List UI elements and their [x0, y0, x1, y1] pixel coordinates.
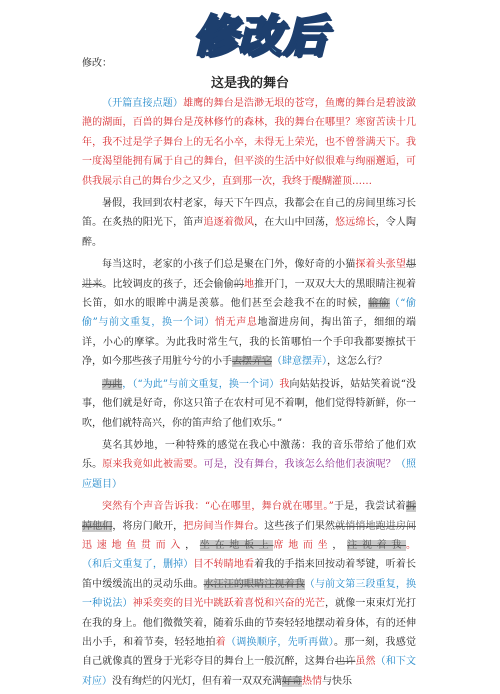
text-segment: 原来我竟如此被需要。 [102, 459, 204, 471]
text-segment: 好奇 [282, 675, 302, 687]
text-segment: 可是，没有舞台，我该怎么给他们表演呢？ [203, 459, 396, 471]
text-segment: 暑假，我回到农村老家，每天下午四点，我都会在自己的房间里练习长笛。在炙热的阳光下，笛声 [82, 198, 416, 229]
text-segment: 着 [215, 636, 226, 648]
text-segment: （和后文重复了，删掉） [82, 559, 194, 571]
text-segment: ，（“为此”与前文重复，换一个词） [122, 378, 280, 390]
text-segment: ， [332, 539, 348, 551]
paragraph [82, 436, 416, 494]
text-segment: ，在大山中回荡， [254, 217, 336, 229]
text-segment: 拆掉他们 [82, 501, 416, 532]
paragraph [82, 375, 416, 433]
text-segment: 水汪汪的眼睛注视着我 [203, 578, 305, 590]
text-segment: （调换顺序，先听再做） [225, 636, 335, 648]
text-segment: ，将房门敞开， [112, 520, 184, 532]
text-segment: 追逐着微风 [203, 217, 255, 229]
revision-label: 修改： [82, 58, 112, 69]
text-segment: 悠远绵长 [335, 217, 376, 229]
text-segment: 坐在地板上 [199, 539, 274, 551]
text-segment: 把房间当作舞台 [183, 520, 255, 532]
text-segment: 没有绚烂的闪光灯，但有着一双双充满 [112, 675, 282, 687]
text-segment: ， [185, 539, 200, 551]
text-segment: 去摆弄它 [232, 356, 272, 368]
text-segment: 。 [406, 539, 417, 551]
text-segment: 悄无声息 [215, 317, 258, 329]
essay-body [82, 94, 416, 694]
text-segment: ，令人陶醉。 [82, 217, 416, 248]
text-segment: 突然有个声音告诉我：“心在哪里，舞台就在哪里。” [102, 501, 334, 513]
text-segment: 雄鹰的舞台是浩渺无垠的苍穹，鱼鹰的舞台是碧波潋滟的湖面，百兽的舞台是茂林修竹的森林，我的舞台在哪里？寒窗苦读十几年，我不过是学子舞台上的无名小卒，未得无上荣光，也不曾誉满天下。我一度渴望能拥有属于自己的舞台，但平淡的生活中好似很难与绚丽邂逅，可供我展示自己的舞台少之又少，直到那一次，我终于醍醐灌顶…… [82, 98, 417, 187]
text-segment: （肆意摆弄） [272, 356, 327, 368]
paragraph [82, 194, 416, 252]
text-segment: 地 [244, 278, 255, 290]
text-segment: 热情 [302, 675, 322, 687]
text-segment: 莫名其妙地，一种特殊的感觉在我心中激荡：我的音乐带给了他们欢乐。 [82, 439, 416, 471]
paragraph [82, 94, 416, 191]
text-segment: 推开门，一双双大大的黑眼睛注视着长笛，如水的眼眸中满是羡慕。他们甚至会趁我不在的时候， [82, 278, 416, 310]
text-segment: 为此 [102, 378, 123, 390]
paragraph [82, 497, 416, 691]
text-segment: 也许 [335, 656, 356, 668]
text-segment: 我 [279, 378, 290, 390]
text-segment: 就悄悄地跑进房间 [335, 520, 416, 532]
text-segment: 与快乐 [322, 675, 352, 687]
text-segment: 于是，我尝试着 [333, 501, 406, 513]
text-segment: 想进来 [82, 259, 417, 290]
text-segment: 偷偷 [368, 298, 390, 310]
text-segment: （开篇直接点题） [102, 98, 184, 109]
text-segment: 着我的手指来回按动着琴键，听着长笛中缓缓流出的灵动乐曲。 [82, 559, 416, 590]
text-segment: 席地而坐 [273, 539, 333, 551]
text-segment: 向姑姑投诉，姑姑笑着说“没事，他们就是好奇，你这只笛子在农村可见不着啊，他们觉得特新鲜，你一吹，他们就特高兴，你的笛声给了他们欢乐。” [82, 378, 417, 429]
text-segment: （与前文第三段重复，换一种说法） [82, 578, 416, 610]
text-segment: 。那一刻，我感觉自己就像真的置身于光彩夺目的舞台上一般沉醉，这舞台 [82, 636, 416, 668]
text-segment: （照应题目） [82, 459, 416, 490]
text-segment: 迅速地鱼贯而入 [82, 539, 186, 551]
text-segment: ，就像一束束灯光打在我的身上。他们微微笑着，随着乐曲的节奏轻轻地摆动着身体，有的还伸出小手，和着节奏，轻轻地拍 [82, 598, 416, 648]
text-segment: （“偷偷”与前文重复，换一个词） [82, 298, 417, 329]
banner-text: 修改后 [192, 11, 328, 62]
text-segment: 每当这时，老家的小孩子们总是聚在门外，像好奇的小猫 [102, 259, 356, 271]
text-segment: 目不转睛地看 [193, 559, 255, 571]
text-segment: 虽然 [355, 656, 376, 668]
text-segment: 。比较调皮的孩子，还会偷偷 [102, 278, 234, 290]
text-segment: 地溜进房间，掏出笛子，细细的端详，小心的摩挲。为此我时常生气，我的长笛哪怕一个手印我都要擦拭干净，如今那些孩子用脏兮兮的小手 [82, 317, 416, 368]
essay-title: 这是我的舞台 [210, 76, 289, 91]
text-segment: 神采奕奕的目光中跳跃着喜悦和兴奋的光芒 [132, 598, 325, 610]
text-segment: 探着头张望 [355, 259, 407, 271]
text-segment: 的 [233, 278, 244, 290]
text-segment: 。这些孩子们果然 [254, 520, 336, 532]
paragraph [82, 255, 416, 371]
text-segment: ，这怎么行？ [327, 356, 387, 368]
revised-banner [170, 4, 350, 60]
text-segment: （和下文对应） [82, 656, 416, 687]
text-segment: 注视着我 [347, 539, 407, 551]
